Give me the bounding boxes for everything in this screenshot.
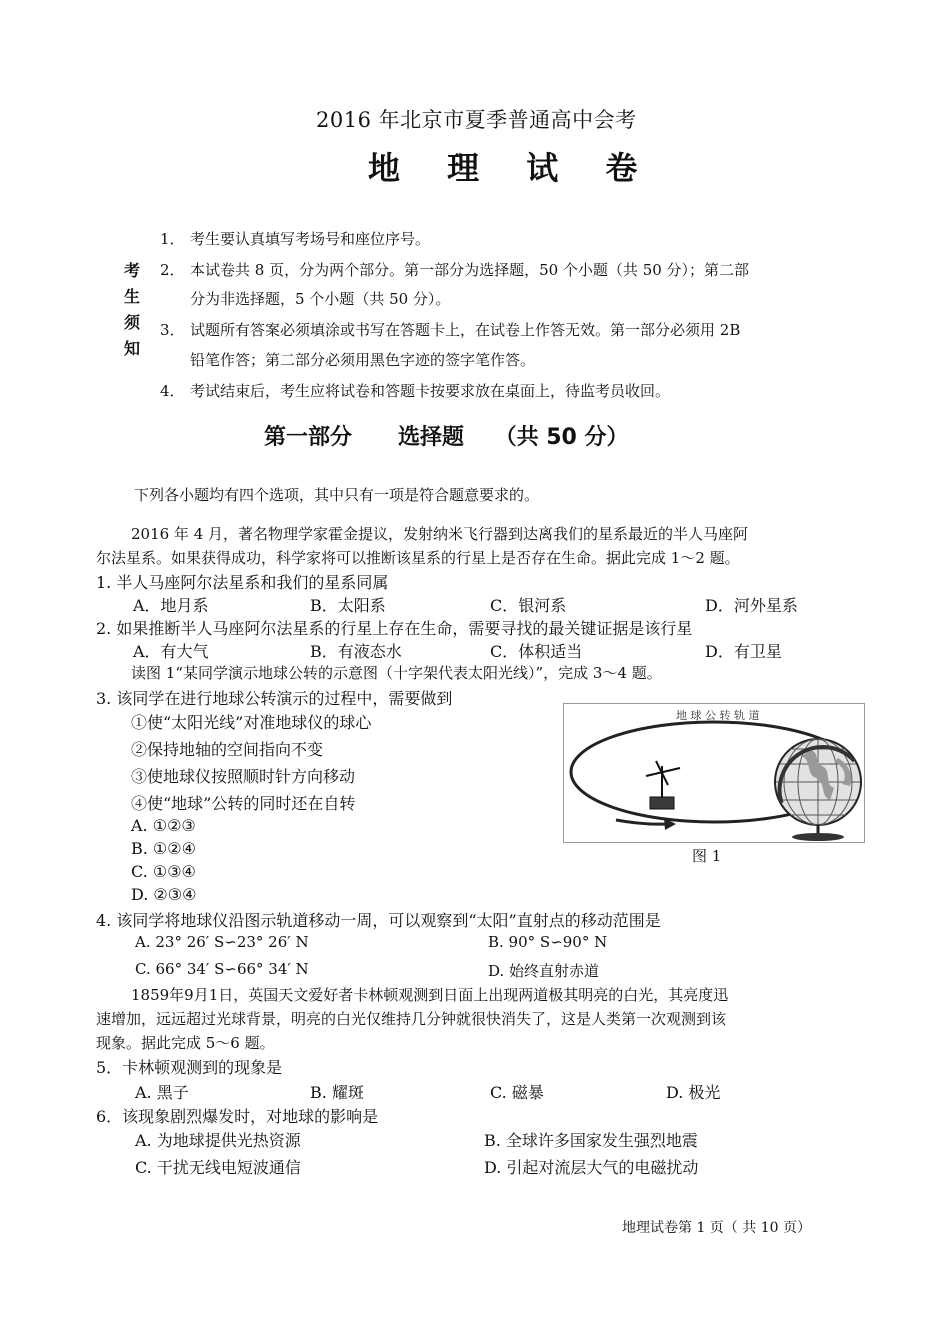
notice-item-text: 试题所有答案必须填涂或书写在答题卡上，在试卷上作答无效。第一部分必须用 2B bbox=[190, 321, 741, 339]
notice-item-text: 考生要认真填写考场号和座位序号。 bbox=[190, 230, 431, 248]
option-c: C. 66° 34′ S∽66° 34′ N bbox=[135, 960, 309, 978]
option-c: C．银河系 bbox=[490, 596, 567, 615]
notice-item-text: 铅笔作答；第二部分必须用黑色字迹的签字笔作答。 bbox=[190, 351, 536, 369]
notice-item-num: 3． bbox=[160, 321, 185, 339]
orbit-label: 地 球 公 转 轨 道 bbox=[676, 709, 760, 722]
question-stem: 6．该现象剧烈爆发时，对地球的影响是 bbox=[96, 1107, 379, 1126]
notice-item-text: 本试卷共 8 页，分为两个部分。第一部分为选择题，50 个小题（共 50 分）；第二部 bbox=[190, 261, 750, 279]
option-c: C. 磁暴 bbox=[490, 1083, 544, 1102]
orbit-arrow-line bbox=[616, 820, 668, 824]
notice-label-char: 知 bbox=[123, 339, 140, 358]
figure-earth-orbit bbox=[563, 703, 865, 843]
option-a: A．有大气 bbox=[133, 642, 209, 661]
option-a: A．地月系 bbox=[133, 596, 209, 615]
option-d: D．有卫星 bbox=[705, 642, 782, 661]
option-c: C．体积适当 bbox=[490, 642, 583, 661]
question-stem: 1. 半人马座阿尔法星系和我们的星系同属 bbox=[96, 573, 389, 592]
notice-label bbox=[122, 258, 142, 362]
statement-item: ④使“地球”公转的同时还在自转 bbox=[131, 794, 356, 813]
notice-label-char: 考 bbox=[123, 261, 140, 280]
notice-item-text: 考试结束后，考生应将试卷和答题卡按要求放在桌面上，待监考员收回。 bbox=[190, 382, 671, 400]
passage-text: 1859年9月1日，英国天文爱好者卡林顿观测到日面上出现两道极其明亮的白光，其亮度迅 bbox=[131, 986, 729, 1004]
figure-caption: 图 1 bbox=[692, 847, 722, 865]
passage-text: 尔法星系。如果获得成功，科学家将可以推断该星系的行星上是否存在生命。据此完成 1～2 题。 bbox=[96, 549, 740, 567]
option-b: B. ①②④ bbox=[131, 839, 196, 858]
option-d: D. ②③④ bbox=[131, 885, 197, 904]
notice-item-num: 2． bbox=[160, 261, 185, 279]
notice-item-text: 分为非选择题，5 个小题（共 50 分）。 bbox=[190, 290, 451, 308]
option-a: A. 为地球提供光热资源 bbox=[135, 1131, 301, 1150]
exam-title: 地 理 试 卷 bbox=[368, 149, 656, 187]
passage-text: 读图 1“某同学演示地球公转的示意图（十字架代表太阳光线）”，完成 3～4 题。 bbox=[131, 664, 662, 682]
option-b: B. 耀斑 bbox=[310, 1083, 364, 1102]
statement-item: ③使地球仪按照顺时针方向移动 bbox=[131, 767, 356, 786]
orbit-diagram bbox=[564, 704, 864, 842]
option-a: A. ①②③ bbox=[131, 816, 196, 835]
option-c: C. 干扰无线电短波通信 bbox=[135, 1158, 301, 1177]
notice-label-char: 生 bbox=[123, 287, 140, 306]
option-b: B．有液态水 bbox=[310, 642, 402, 661]
option-d: D. 始终直射赤道 bbox=[488, 962, 600, 980]
option-c: C. ①③④ bbox=[131, 862, 196, 881]
globe-icon bbox=[765, 732, 861, 841]
statement-item: ①使“太阳光线”对准地球仪的球心 bbox=[131, 713, 372, 732]
question-stem: 3. 该同学在进行地球公转演示的过程中，需要做到 bbox=[96, 689, 453, 708]
option-d: D. 引起对流层大气的电磁扰动 bbox=[484, 1158, 699, 1177]
option-a: A. 黑子 bbox=[135, 1083, 189, 1102]
notice-item-num: 4． bbox=[160, 382, 185, 400]
passage-text: 现象。据此完成 5～6 题。 bbox=[96, 1034, 275, 1052]
option-b: B．太阳系 bbox=[310, 596, 386, 615]
option-a: A. 23° 26′ S∽23° 26′ N bbox=[135, 933, 309, 951]
question-stem: 4. 该同学将地球仪沿图示轨道移动一周，可以观察到“太阳”直射点的移动范围是 bbox=[96, 911, 661, 930]
stand-base bbox=[650, 797, 674, 809]
page-footer: 地理试卷第 1 页（ 共 10 页） bbox=[622, 1220, 811, 1236]
passage-text: 2016 年 4 月，著名物理学家霍金提议，发射纳米飞行器到达离我们的星系最近的半人马座阿 bbox=[131, 525, 749, 543]
notice-label-char: 须 bbox=[123, 313, 140, 332]
part1-instruction: 下列各小题均有四个选项，其中只有一项是符合题意要求的。 bbox=[134, 486, 540, 504]
option-d: D. 极光 bbox=[666, 1083, 721, 1102]
option-b: B. 全球许多国家发生强烈地震 bbox=[484, 1131, 698, 1150]
option-b: B. 90° S∽90° N bbox=[488, 933, 608, 951]
exam-subtitle: 2016 年北京市夏季普通高中会考 bbox=[316, 108, 637, 132]
passage-text: 速增加，远远超过光球背景，明亮的白光仅维持几分钟就很快消失了，这是人类第一次观测到该 bbox=[96, 1010, 727, 1028]
option-d: D．河外星系 bbox=[705, 596, 798, 615]
part1-title: 第一部分 选择题 （共 50 分） bbox=[264, 425, 629, 450]
question-stem: 2. 如果推断半人马座阿尔法星系的行星上存在生命，需要寻找的最关键证据是该行星 bbox=[96, 619, 693, 638]
question-stem: 5．卡林顿观测到的现象是 bbox=[96, 1058, 283, 1077]
notice-item-num: 1． bbox=[160, 230, 185, 248]
statement-item: ②保持地轴的空间指向不变 bbox=[131, 740, 324, 759]
